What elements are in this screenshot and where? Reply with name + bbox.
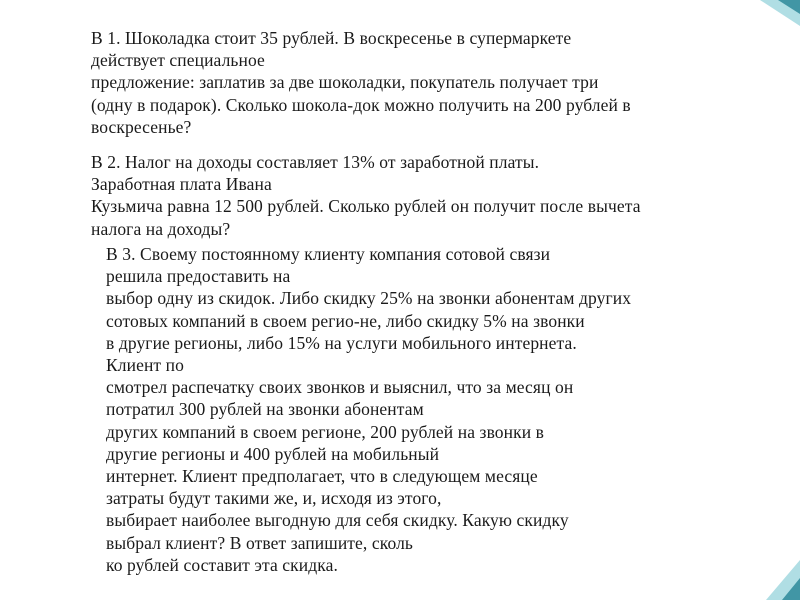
task-b1-line: воскресенье?	[91, 116, 192, 137]
task-b2-line: налога на доходы?	[91, 218, 231, 239]
task-b3-line: выбрал клиент? В ответ запишите, сколь	[106, 532, 413, 553]
task-b3-line: другие регионы и 400 рублей на мобильный	[106, 443, 440, 464]
task-b2-line: Кузьмича равна 12 500 рублей. Сколько рублей он получит после вычета	[91, 196, 641, 217]
task-b3	[106, 243, 631, 576]
task-b3-line: потратил 300 рублей на звонки абонентам	[106, 399, 424, 420]
task-b3-line: ко рублей составит эта скидка.	[106, 554, 338, 575]
task-b3-line: Клиент по	[106, 355, 184, 376]
corner-decoration-bottom-right	[760, 550, 800, 600]
task-b1-line: предложение: заплатив за две шоколадки, покупатель получает три	[91, 72, 599, 93]
task-b1	[91, 27, 631, 138]
task-b3-line: решила предоставить на	[106, 266, 291, 287]
task-b2-line: Заработная плата Ивана	[91, 174, 272, 195]
task-b3-line: сотовых компаний в своем регио-не, либо скидку 5% на звонки	[106, 310, 585, 331]
task-b3-line: смотрел распечатку своих звонков и выяснил, что за месяц он	[106, 377, 574, 398]
task-b3-line: выбирает наиболее выгодную для себя скидку. Какую скидку	[106, 510, 569, 531]
task-b1-line: В 1. Шоколадка стоит 35 рублей. В воскресенье в супермаркете	[91, 28, 572, 48]
task-b3-line: в другие регионы, либо 15% на услуги мобильного интернета.	[106, 332, 577, 353]
task-b3-line: выбор одну из скидок. Либо скидку 25% на звонки абонентам других	[106, 288, 632, 309]
task-b3-line: интернет. Клиент предполагает, что в следующем месяце	[106, 466, 538, 487]
task-b3-line: затраты будут такими же, и, исходя из этого,	[106, 488, 442, 509]
task-b3-line: В 3. Своему постоянному клиенту компания сотовой связи	[106, 244, 551, 264]
task-b3-line: других компаний в своем регионе, 200 рублей на звонки в	[106, 421, 545, 442]
task-b2	[91, 151, 641, 240]
task-b1-line: (одну в подарок). Сколько шокола-док можно получить на 200 рублей в	[91, 94, 631, 115]
corner-decoration-top-right	[740, 0, 800, 40]
task-b2-line: В 2. Налог на доходы составляет 13% от заработной платы.	[91, 152, 540, 172]
task-b1-line: действует специальное	[91, 50, 265, 71]
